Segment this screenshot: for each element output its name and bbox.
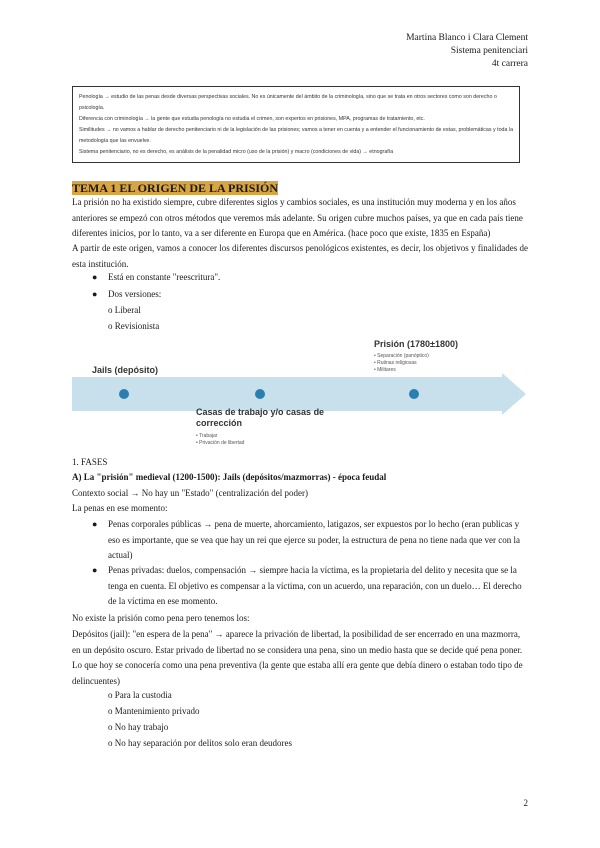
version-liberal: o Liberal: [108, 305, 141, 315]
jails-label: Jails (depósito): [92, 365, 159, 375]
section-title: [72, 181, 278, 196]
timeline-dot: [255, 389, 265, 399]
depositos-paragraph: Depósitos (jail): "en espera de la pena" → aparece la privación de libertad, la posibilidad de ser encerrado en una mazmorra, en un depósito oscuro. Estar privado de libertad no se considera una pena, sino un medio hasta que se decide qué pena poner. Lo que hoy se conocería como una pena preventiva (la gente que estaba allí era gente que debía dinero o estaban todo tipo de delincuentes): [72, 629, 523, 686]
header-subject: Sistema penitenciari: [450, 46, 528, 56]
fases-context: Contexto social → No hay un "Estado" (centralización del poder): [72, 488, 309, 498]
fases-subheading: A) La "prisión" medieval (1200-1500): Jails (depósitos/mazmorras) - época feudal: [72, 472, 387, 482]
tema-bullet: [92, 287, 161, 302]
bullet-dot: ●: [92, 519, 98, 529]
intro-line: Sistema penitenciario, no es derecho, es análisis de la penalidad micro (uso de la prisión) y macro (condiciones de vida) → etnografía: [79, 149, 394, 155]
timeline-arrow-svg: [72, 335, 532, 455]
tema-paragraph-1: La prisión no ha existido siempre, cubre diferentes siglos y cambios sociales, es una institución muy moderna y en los años anteriores se empezó con otros métodos que veremos más adelante. Su origen cubre muchos países, ya que en cada país tiene diferentes inicios, por lo tanto, va a ser diferente en Europa que en América. (hace poco que existe, 1835 en España): [72, 197, 523, 238]
timeline-dot: [119, 389, 129, 399]
prison-item: • Militares: [374, 367, 396, 373]
casas-item: • Privación de libertad: [196, 440, 245, 446]
deposito-item: o Mantenimiento privado: [108, 706, 200, 716]
bullet-dot: ●: [92, 272, 98, 282]
timeline-dot: [409, 389, 419, 399]
intro-line: Similitudes → no vamos a hablar de derecho penitenciario ni de la legislación de las prisiones; vamos a tener en cuenta y a entender el funcionamiento de estas, problemáticas y toda la metodología que las envuelve.: [79, 127, 514, 144]
timeline-diagram: [72, 335, 532, 455]
tema-bullet-text: Está en constante "reescritura".: [108, 272, 221, 282]
page-number: 2: [523, 798, 528, 808]
tema-bullet: [92, 270, 220, 285]
bullet-dot: ●: [92, 289, 98, 299]
tema-paragraph-2: A partir de este origen, vamos a conocer los diferentes discursos penológicos existentes, es decir, los objetivos y finalidades de esta institución.: [72, 243, 529, 269]
header-authors: Martina Blanco i Clara Clement: [406, 33, 528, 43]
penas-bullet-text: Penas privadas: duelos, compensación → siempre hacia la víctima, es la propietaria del delito y necesita que se la tenga en cuenta. El objetivo es compensar a la víctima, con un acuerdo, una reparación, con un duelo… El derecho de la víctima en ese momento.: [108, 565, 522, 606]
prison-label: Prisión (1780±1800): [374, 339, 458, 349]
casas-item: • Trabajar: [196, 433, 218, 439]
version-revisionista: o Revisionista: [108, 321, 160, 331]
page-header: [406, 32, 528, 71]
tema-bullet-text: Dos versiones:: [108, 289, 162, 299]
intro-line: Penología → estudio de las penas desde diversas perspectivas sociales. No es únicamente del ámbito de la criminología, sino que se trata en otros sectores como son derecho o psicología.: [79, 94, 497, 111]
casas-label: Casas de trabajo y/o casas de corrección: [196, 407, 325, 428]
penas-bullet-text: Penas corporales públicas → pena de muerte, ahorcamiento, latigazos, ser expuestos por lo hecho (eran publicas y eso es importante, que se vea que hay un rei que ejerce su poder, la estructura de pena no tiene nada que ver con la actual): [108, 519, 520, 560]
header-course: 4t carrera: [491, 59, 528, 69]
prison-item: • Separación (panóptico): [374, 353, 429, 359]
prison-item: • Rutinas religiosas: [374, 360, 417, 366]
deposito-item: o No hay trabajo: [108, 722, 169, 732]
penas-bullet: [92, 517, 532, 564]
bullet-dot: ●: [92, 565, 98, 575]
penas-bullet: [92, 563, 532, 610]
deposito-item: o Para la custodia: [108, 690, 172, 700]
section-title-text: TEMA 1 EL ORIGEN DE LA PRISIÓN: [72, 181, 279, 195]
deposito-item: o No hay separación por delitos solo eran deudores: [108, 738, 292, 748]
penas-intro: La penas en ese momento:: [72, 503, 168, 513]
fases-heading: 1. FASES: [72, 457, 108, 467]
intro-line: Diferencia con criminología → la gente que estudia penología no estudia el crimen, son expertos en prisiones, MPA, programas de tratamiento, etc.: [79, 116, 425, 122]
intro-box: [72, 86, 520, 163]
no-prision-text: No existe la prisión como pena pero tenemos los:: [72, 613, 250, 623]
